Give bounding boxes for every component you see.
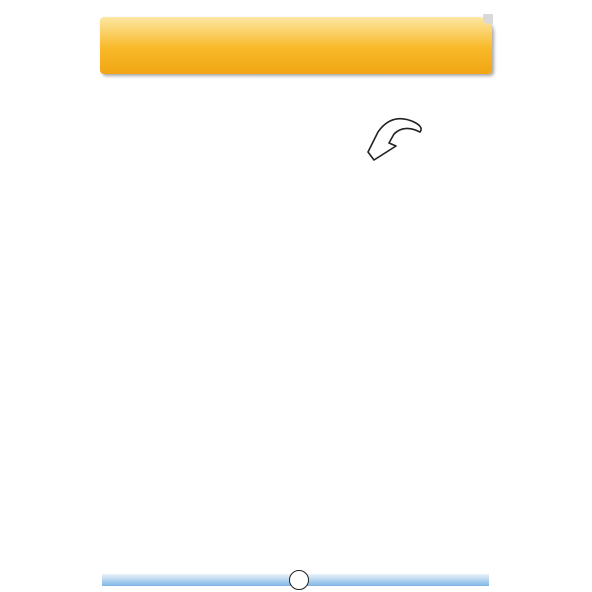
page-number <box>289 570 309 590</box>
entry-arrow-icon <box>368 119 421 160</box>
